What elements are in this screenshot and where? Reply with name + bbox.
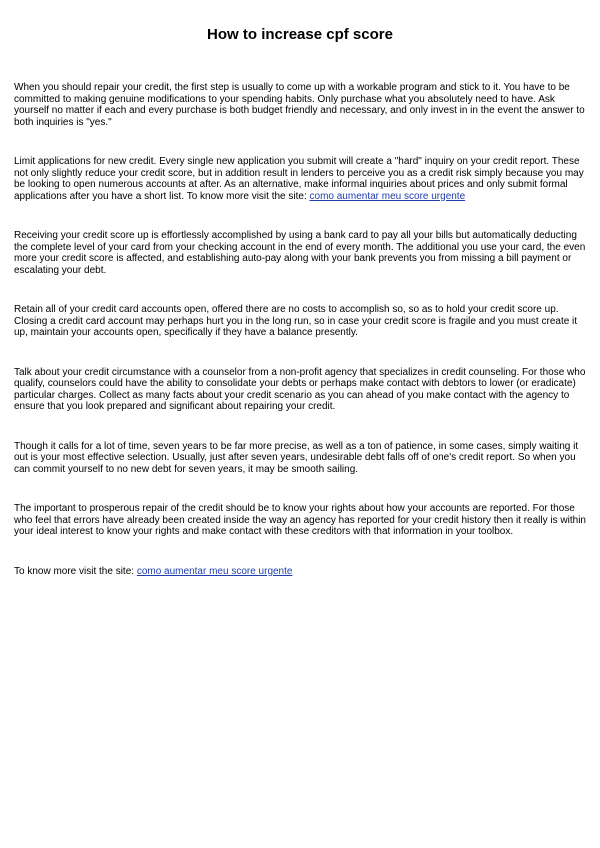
document-title: How to increase cpf score <box>207 26 393 43</box>
paragraph-7: The important to prosperous repair of the credit should be to know your rights about how your accounts are reported. For those who feel that errors have already been created inside the way an agency has reported for your credit history then it really is within your ideal interest to know your rights and make contact with these creditors with that information in your toolbox. <box>14 503 586 537</box>
paragraph-2 <box>14 156 586 202</box>
score-link-footer[interactable]: como aumentar meu score urgente <box>136 565 293 577</box>
score-link[interactable]: como aumentar meu score urgente <box>309 190 466 202</box>
document-body <box>14 82 586 577</box>
paragraph-1: When you should repair your credit, the first step is usually to come up with a workable program and stick to it. You have to be committed to making genuine modifications to your spending habits. Only purchase what you absolutely need to have. Ask yourself no matter if each and every purchase is both budget friendly and necessary, and only invest in in the event the answer to both inquiries is "yes." <box>14 82 585 128</box>
paragraph-3: Receiving your credit score up is effortlessly accomplished by using a bank card to pay all your bills but automatically deducting the complete level of your card from your checking account in the end of every month. The additional you use your card, the even more your credit score is affected, and establishing auto-pay along with your bank prevents you from missing a bill payment or escalating your debt. <box>14 230 586 276</box>
paragraph-2-text: Limit applications for new credit. Every single new application you submit will create a "hard" inquiry on your credit report. These not only slightly reduce your credit score, but in addition result in lenders to perceive you as a credit risk simply because you may be looking to open numerous accounts at after. As an alternative, make informal inquiries about prices and only submit formal applications after you have a short list. To know more visit the site: <box>14 156 584 202</box>
paragraph-5: Talk about your credit circumstance with a counselor from a non-profit agency that specializes in credit counseling. For those who qualify, counselors could have the ability to consolidate your debts or perhaps make contact with debtors to lower (or eradicate) particular charges. Collect as many facts about your credit scenario as you can ahead of you make contact with the agency to ensure that you look prepared and significant about repairing your credit. <box>14 366 586 412</box>
paragraph-4: Retain all of your credit card accounts open, offered there are no costs to accomplish so, so as to hold your credit score up. Closing a credit card account may perhaps hurt you in the long run, so in case your credit score is fragile and you must create it up, maintain your accounts open, specifically if they have a balance presently. <box>14 304 578 338</box>
paragraph-8-text: To know more visit the site: <box>14 565 137 577</box>
paragraph-6: Though it calls for a lot of time, seven years to be far more precise, as well as a ton of patience, in some cases, simply waiting it out is your most effective selection. Usually, just after seven years, undesirable debt falls off of one's credit report. So when you can commit yourself to no new debt for seven years, it may be smooth sailing. <box>14 440 579 475</box>
paragraph-8 <box>14 566 586 578</box>
